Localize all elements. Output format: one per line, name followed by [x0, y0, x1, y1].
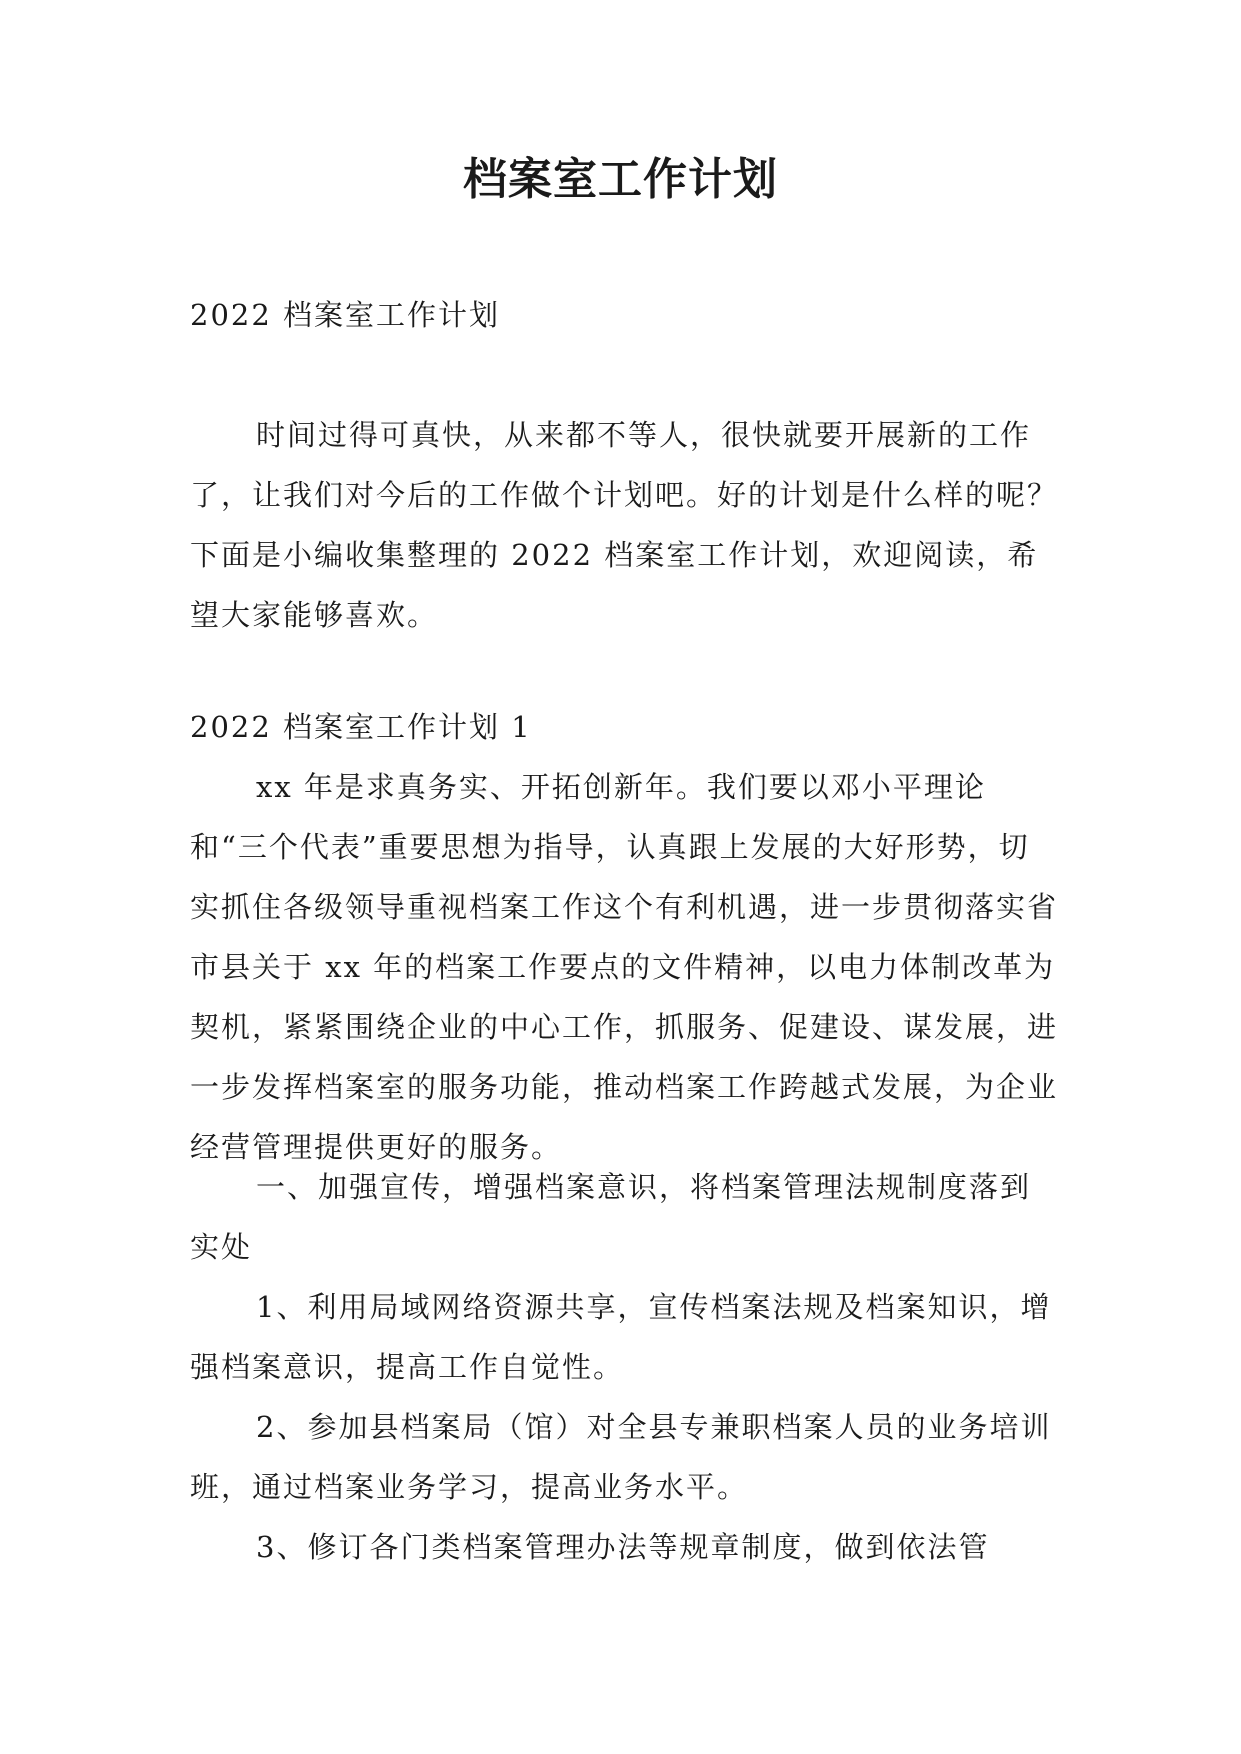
document-subtitle: 2022 档案室工作计划 — [190, 298, 501, 332]
body-paragraph: 3、修订各门类档案管理办法等规章制度，做到依法管 — [256, 1530, 990, 1564]
body-paragraph: 1、利用局域网络资源共享，宣传档案法规及档案知识，增强档案意识，提高工作自觉性。 — [190, 1290, 1052, 1384]
body-paragraph: 一、加强宣传，增强档案意识，将档案管理法规制度落到实处 — [190, 1170, 1032, 1264]
body-paragraph: xx 年是求真务实、开拓创新年。我们要以邓小平理论和“三个代表”重要思想为指导，认真跟上发展的大好形势，切实抓住各级领导重视档案工作这个有利机遇，进一步贯彻落实省市县关于 xx 年的档案工作要点的文件精神，以电力体制改革为契机，紧紧围绕企业的中心工作，抓服务、促建设、谋发展，进一步发挥档案室的服务功能，推动档案工作跨越式发展，为企业经营管理提供更好的服务。 — [190, 770, 1059, 1164]
section-heading: 2022 档案室工作计划 1 — [190, 710, 532, 744]
page-title: 档案室工作计划 — [463, 154, 778, 205]
intro-paragraph: 时间过得可真快，从来都不等人，很快就要开展新的工作了，让我们对今后的工作做个计划吧。好的计划是什么样的呢？下面是小编收集整理的 2022 档案室工作计划，欢迎阅读，希望大家能够喜欢。 — [190, 418, 1059, 632]
body-paragraph: 2、参加县档案局（馆）对全县专兼职档案人员的业务培训班，通过档案业务学习，提高业务水平。 — [190, 1410, 1052, 1504]
